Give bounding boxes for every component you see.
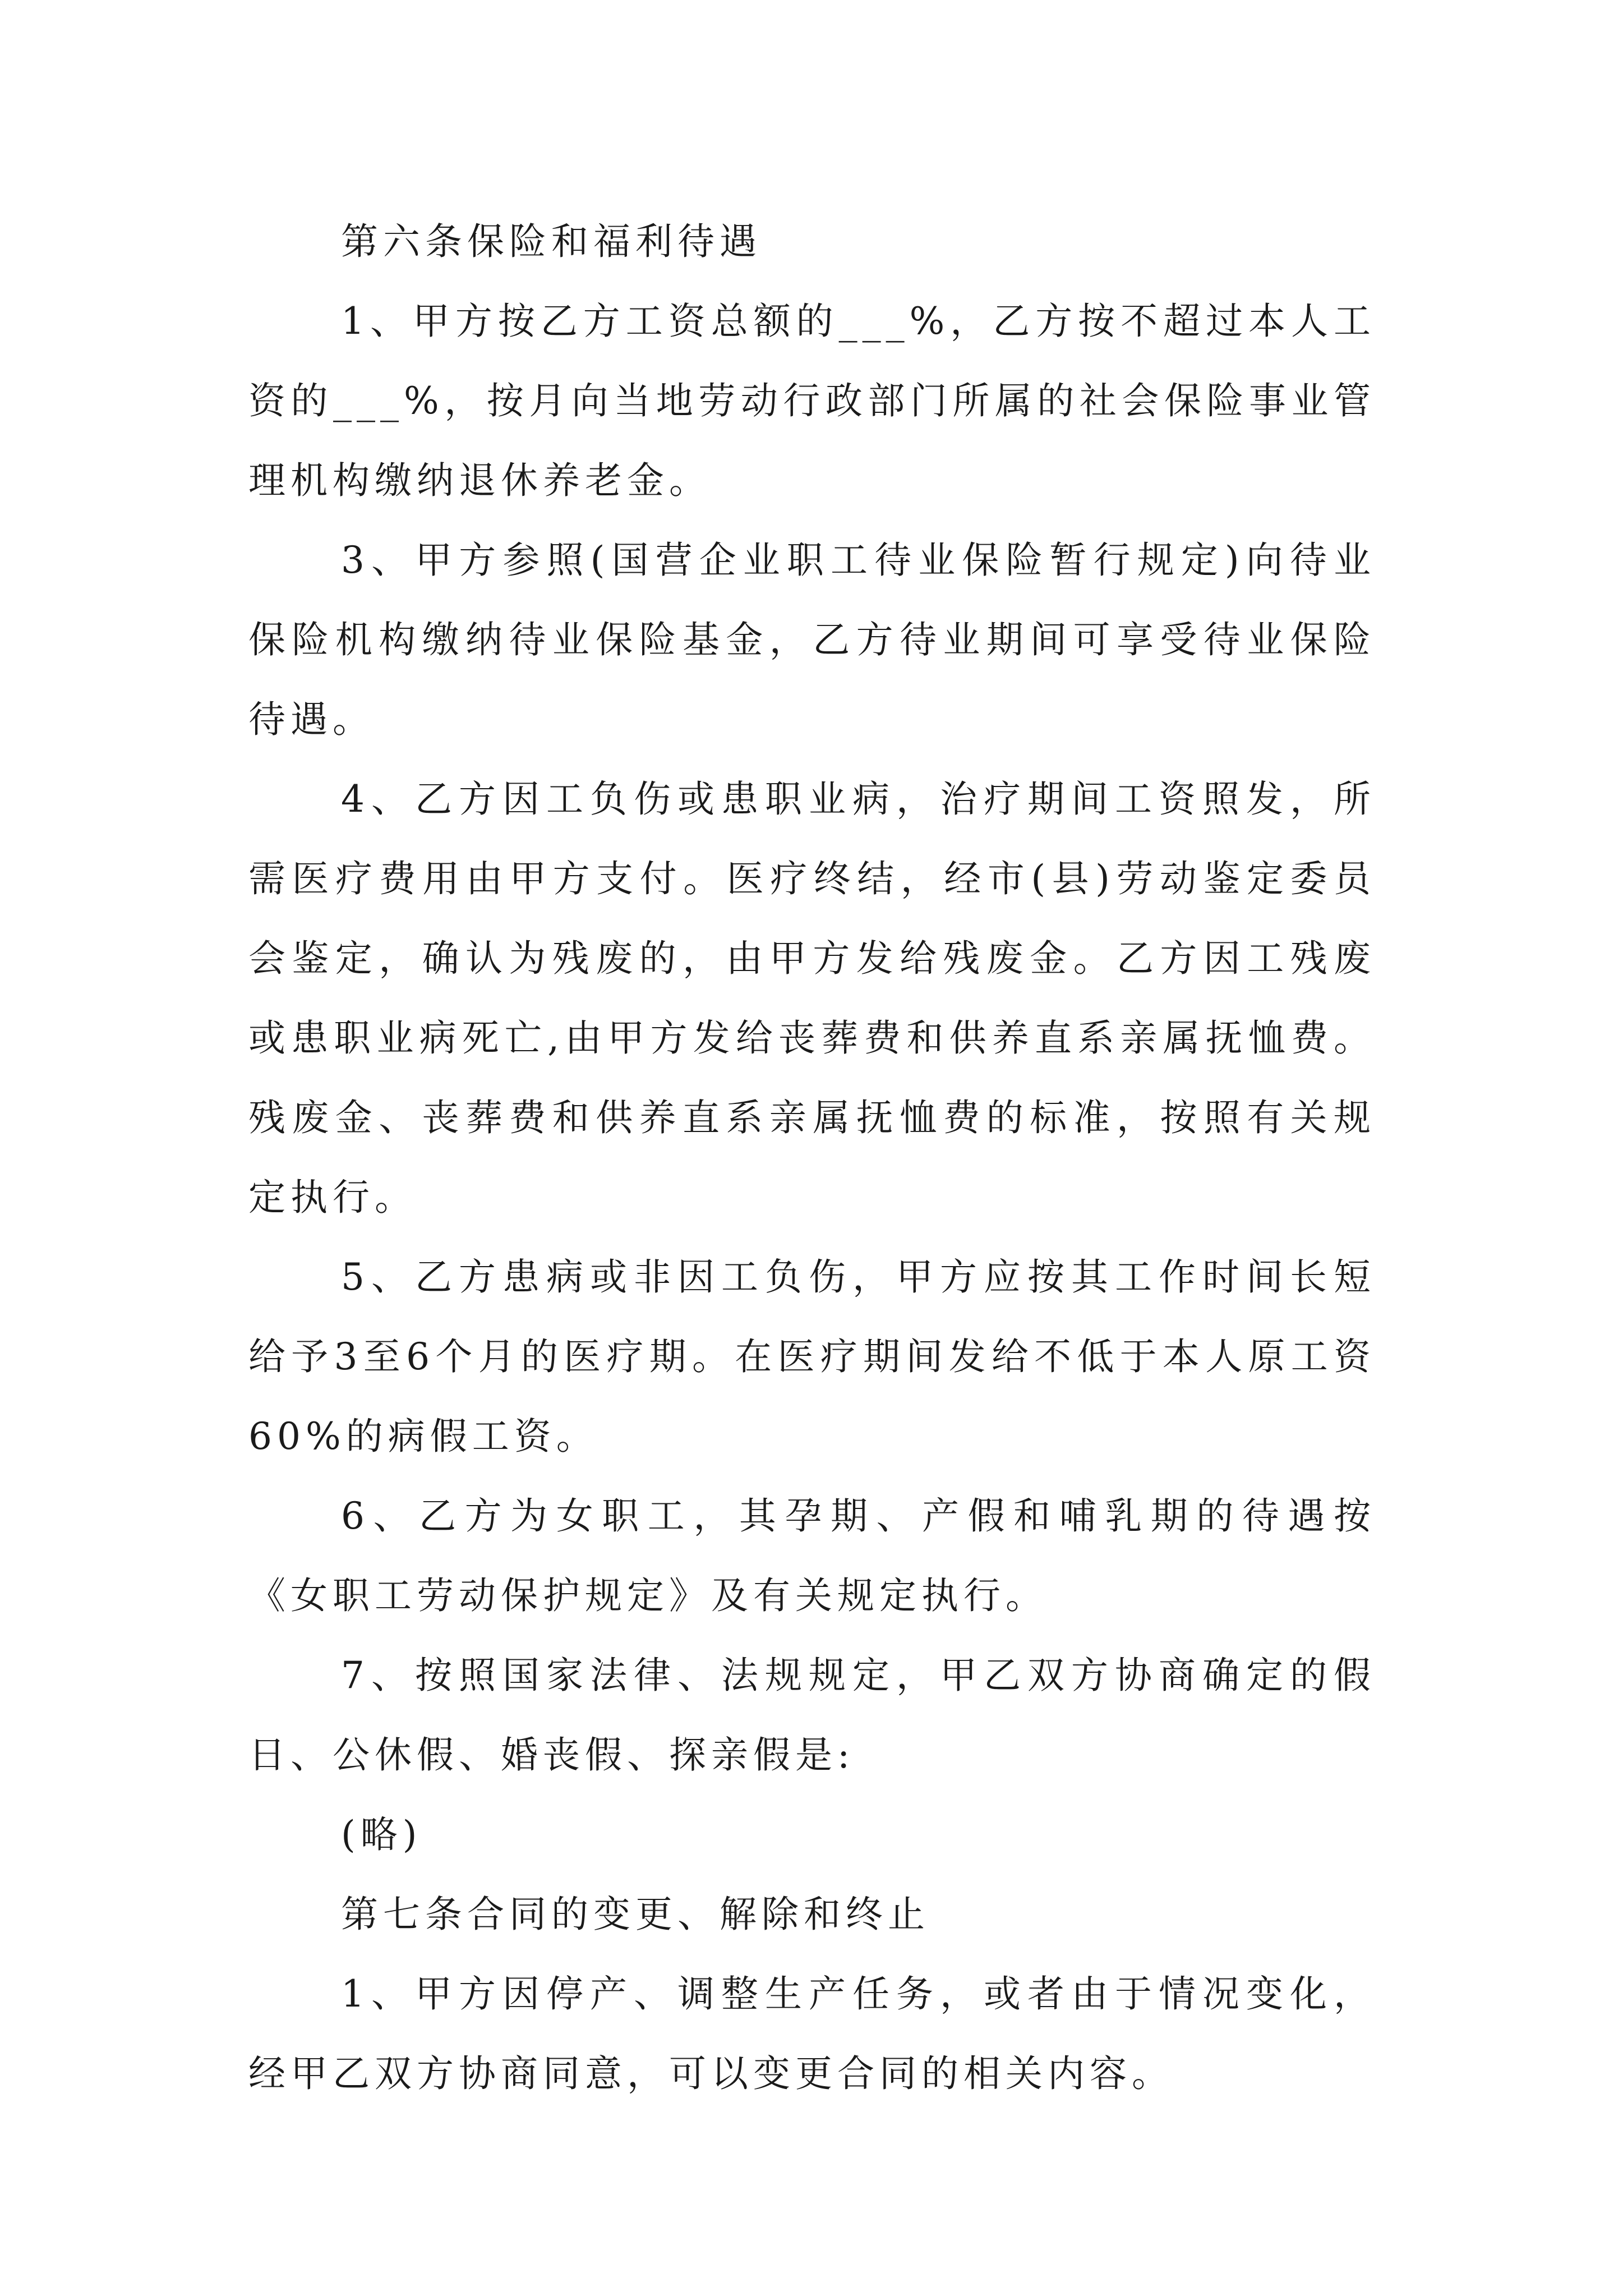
clause-7-holidays: 7、按照国家法律、法规规定，甲乙双方协商确定的假日、公休假、婚丧假、探亲假是:	[248, 1654, 1376, 1777]
article-7-clause-1: 1、甲方因停产、调整生产任务，或者由于情况变化，经甲乙双方协商同意，可以变更合同的相关内容。	[248, 1972, 1376, 2095]
article-6-heading: 第六条保险和福利待遇	[341, 220, 762, 263]
clause-1-pension: 1、甲方按乙方工资总额的___%，乙方按不超过本人工资的___%，按月向当地劳动行政部门所属的社会保险事业管理机构缴纳退休养老金。	[248, 300, 1376, 502]
omitted-note: (略)	[341, 1813, 422, 1856]
clause-4-work-injury: 4、乙方因工负伤或患职业病，治疗期间工资照发，所需医疗费用由甲方支付。医疗终结，经市(县)劳动鉴定委员会鉴定，确认为残废的，由甲方发给残废金。乙方因工残废或患职业病死亡,由甲方发给丧葬费和供养直系亲属抚恤费。残废金、丧葬费和供养直系亲属抚恤费的标准，按照有关规定执行。	[248, 777, 1376, 1219]
clause-3-unemployment-insurance: 3、甲方参照(国营企业职工待业保险暂行规定)向待业保险机构缴纳待业保险基金，乙方待业期间可享受待业保险待遇。	[248, 539, 1376, 741]
clause-6-female-employees: 6、乙方为女职工，其孕期、产假和哺乳期的待遇按《女职工劳动保护规定》及有关规定执行。	[248, 1494, 1376, 1617]
document-body	[248, 202, 1376, 2114]
article-7-heading: 第七条合同的变更、解除和终止	[341, 1893, 930, 1936]
clause-5-sick-leave: 5、乙方患病或非因工负伤，甲方应按其工作时间长短给予3至6个月的医疗期。在医疗期间发给不低于本人原工资60%的病假工资。	[248, 1255, 1376, 1458]
